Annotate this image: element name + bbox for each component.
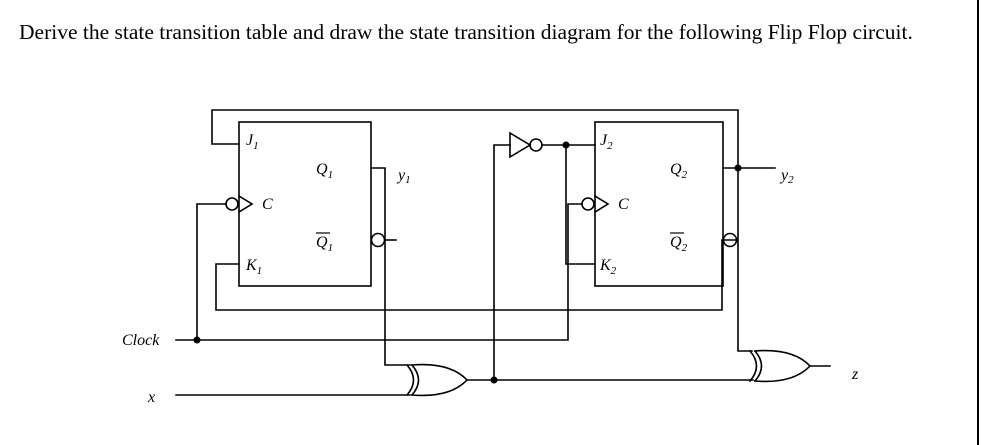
- inverter-bubble: [530, 139, 542, 151]
- ff1-qbar-label: [316, 233, 333, 254]
- flip-flop-1-box: [239, 122, 371, 286]
- ff1-q-label: $Q_1$: [316, 161, 334, 181]
- svg-text:Q1: $Q_1$: [316, 234, 334, 254]
- ff2-clock-bubble: [582, 198, 594, 210]
- junction-clock: [194, 337, 201, 344]
- junction-dots: [194, 142, 742, 384]
- ff1-clock-triangle: [239, 196, 252, 212]
- ff2-qbar-label: [670, 233, 688, 254]
- clock-label: Clock: [122, 332, 160, 349]
- ff2-j-label: $J_2$: [600, 132, 613, 152]
- ff1-qbar-bubble: [372, 234, 385, 247]
- ff2-clock-label: C: [618, 196, 629, 213]
- ff1-clock-label: C: [262, 196, 273, 213]
- y1-label: y1: [398, 167, 411, 186]
- xor-gate-2: [750, 351, 810, 382]
- y2-label: y2: [781, 167, 794, 186]
- junction-q2: [735, 165, 742, 172]
- svg-text:Q2: $Q_2$: [670, 234, 688, 254]
- ff1-k-label: $K_1$: [246, 257, 263, 277]
- ff1-clock-bubble: [226, 198, 238, 210]
- ff2-clock-triangle: [595, 196, 608, 212]
- ff2-q-label: $Q_2$: [670, 161, 688, 181]
- junction-xor-out: [491, 377, 498, 384]
- xor-gate-1: [407, 365, 467, 396]
- z-label: z: [852, 366, 859, 383]
- flip-flop-2-box: [595, 122, 723, 286]
- inverter-gate: [510, 133, 530, 157]
- ff1-j-label: $J_1$: [246, 132, 259, 152]
- question-text: Derive the state transition table and draw the state transition diagram for the following Flip Flop circuit.: [19, 20, 913, 44]
- wires: [176, 110, 830, 395]
- junction-inverter-out: [563, 142, 570, 149]
- x-label: x: [148, 389, 156, 406]
- ff2-k-label: $K_2$: [600, 257, 617, 277]
